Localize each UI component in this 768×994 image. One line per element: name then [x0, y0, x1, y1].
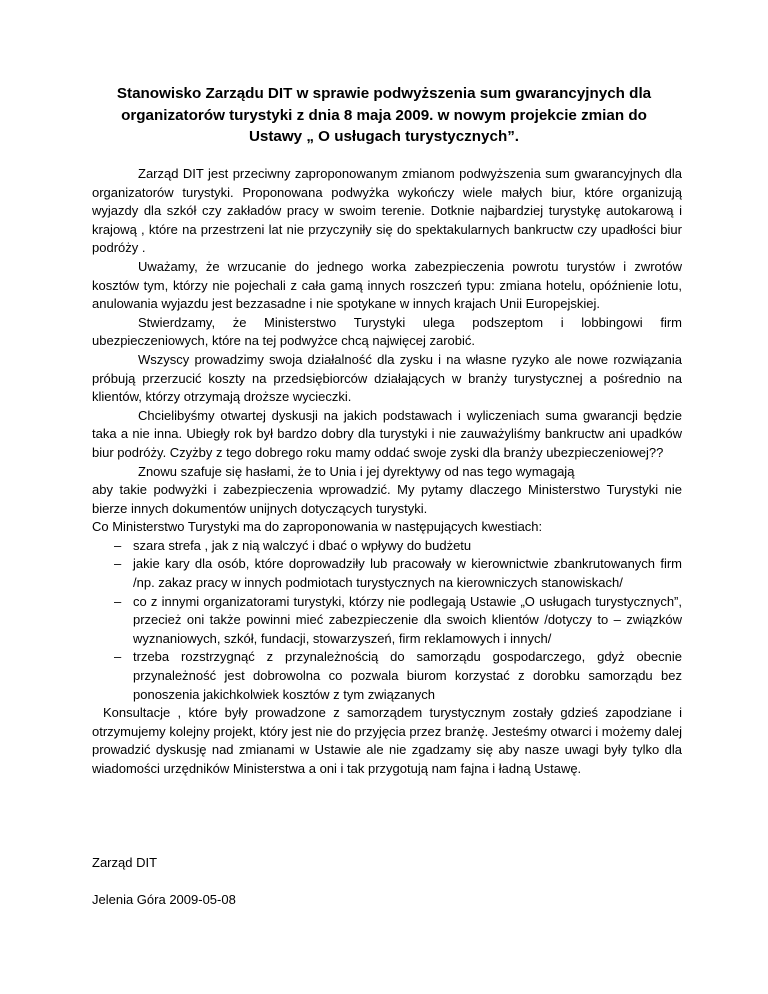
- dash-bullet: –: [114, 593, 122, 609]
- list-item: [92, 593, 682, 649]
- paragraph: Wszyscy prowadzimy swoja działalność dla zysku i na własne ryzyko ale nowe rozwiązania próbują przerzucić koszty na przedsiębiorców działających w branży turystycznej a pośrednio na klientów, którzy otrzymają droższe wycieczki.: [92, 351, 682, 405]
- questions-list: [92, 537, 682, 704]
- list-item-text: co z innymi organizatorami turystyki, którzy nie podlegają Ustawie „O usługach turystycznych”, przecież oni także powinni mieć zabezpieczenie dla swoich klientów /dotyczy to – związków wyznaniowych, szkół, fundacji, stowarzyszeń, firm reklamowych i innych/: [133, 593, 682, 646]
- signature: Zarząd DIT: [92, 855, 158, 870]
- paragraph: Uważamy, że wrzucanie do jednego worka zabezpieczenia powrotu turystów i zwrotów kosztów tym, którzy nie pojechali z cała gamą innych roszczeń typu: zmiana hotelu, opóźnienie lotu, anulowania wyjazdu jest bezzasadne i nie spotykane w innych krajach Unii Europejskiej.: [92, 258, 682, 312]
- list-item: [92, 537, 682, 556]
- paragraph: Stwierdzamy, że Ministerstwo Turystyki ulega podszeptom i lobbingowi firm ubezpieczeniowych, które na tej podwyżce chcą najwięcej zarobić.: [92, 314, 682, 349]
- title-line: Ustawy „ O usługach turystycznych”.: [248, 128, 520, 145]
- list-item-text: szara strefa , jak z nią walczyć i dbać o wpływy do budżetu: [133, 537, 472, 553]
- paragraph: Zarząd DIT jest przeciwny zaproponowanym zmianom podwyższenia sum gwarancyjnych dla organizatorów turystyki. Proponowana podwyżka wykończy wiele małych biur, które organizują wyjazdy dla szkół czy zakładów pracy w swoim terenie. Dotknie najbardziej turystykę autokarową i krajową , które na przestrzeni lat nie przyczyniły się do spektakularnych bankructw czy upadłości biur podróży .: [92, 166, 682, 256]
- paragraph: Chcielibyśmy otwartej dyskusji na jakich podstawach i wyliczeniach suma gwarancji będzie taka a nie inna. Ubiegły rok był bardzo dobry dla turystyki i nie zauważyliśmy bankructw ani upadków biur podróży. Czyżby z tego dobrego roku mamy oddać swoje zyski dla branży ubezpieczeniowej??: [92, 407, 682, 460]
- paragraph: aby takie podwyżki i zabezpieczenia wprowadzić. My pytamy dlaczego Ministerstwo Turystyki nie bierze innych dokumentów unijnych dotyczących turystyki.: [92, 482, 682, 516]
- closing-paragraph: Konsultacje , które były prowadzone z samorządem turystycznym zostały gdzieś zapodziane i otrzymujemy kolejny projekt, który jest nie do przyjęcia przez branżę. Jesteśmy otwarci i możemy dalej prowadzić dyskusję nad zmianami w Ustawie ale nie zgadzamy się aby nasze uwagi były tylko dla wiadomości urzędników Ministerstwa a oni i tak przygotują nam fajna i ładną Ustawę.: [92, 705, 682, 776]
- list-item-text: jakie kary dla osób, które doprowadziły lub pracowały w kierownictwie zbankrutowanych firm /np. zakaz pracy w innych podmiotach turystycznych na kierowniczych stanowiskach/: [133, 556, 682, 591]
- paragraph: Znowu szafuje się hasłami, że to Unia i jej dyrektywy od nas tego wymagają: [138, 463, 575, 479]
- place-date: Jelenia Góra 2009-05-08: [92, 892, 236, 907]
- title-line: organizatorów turystyki z dnia 8 maja 2009. w nowym projekcie zmian do: [121, 106, 647, 124]
- dash-bullet: –: [114, 537, 122, 553]
- list-item-text: trzeba rozstrzygnąć z przynależnością do samorządu gospodarczego, gdyż obecnie przynależność jest dobrowolna co pozwala biurom korzystać z dorobku samorządu bez ponoszenia jakichkolwiek kosztów z tym związanych: [133, 649, 682, 702]
- title-line: Stanowisko Zarządu DIT w sprawie podwyższenia sum gwarancyjnych dla: [116, 85, 652, 102]
- list-item: [92, 555, 682, 592]
- document-body: [92, 165, 682, 779]
- paragraph: Co Ministerstwo Turystyki ma do zaproponowania w następujących kwestiach:: [92, 519, 543, 535]
- list-item: [92, 648, 682, 704]
- dash-bullet: –: [114, 556, 122, 572]
- document-title: [70, 83, 698, 148]
- dash-bullet: –: [114, 649, 122, 665]
